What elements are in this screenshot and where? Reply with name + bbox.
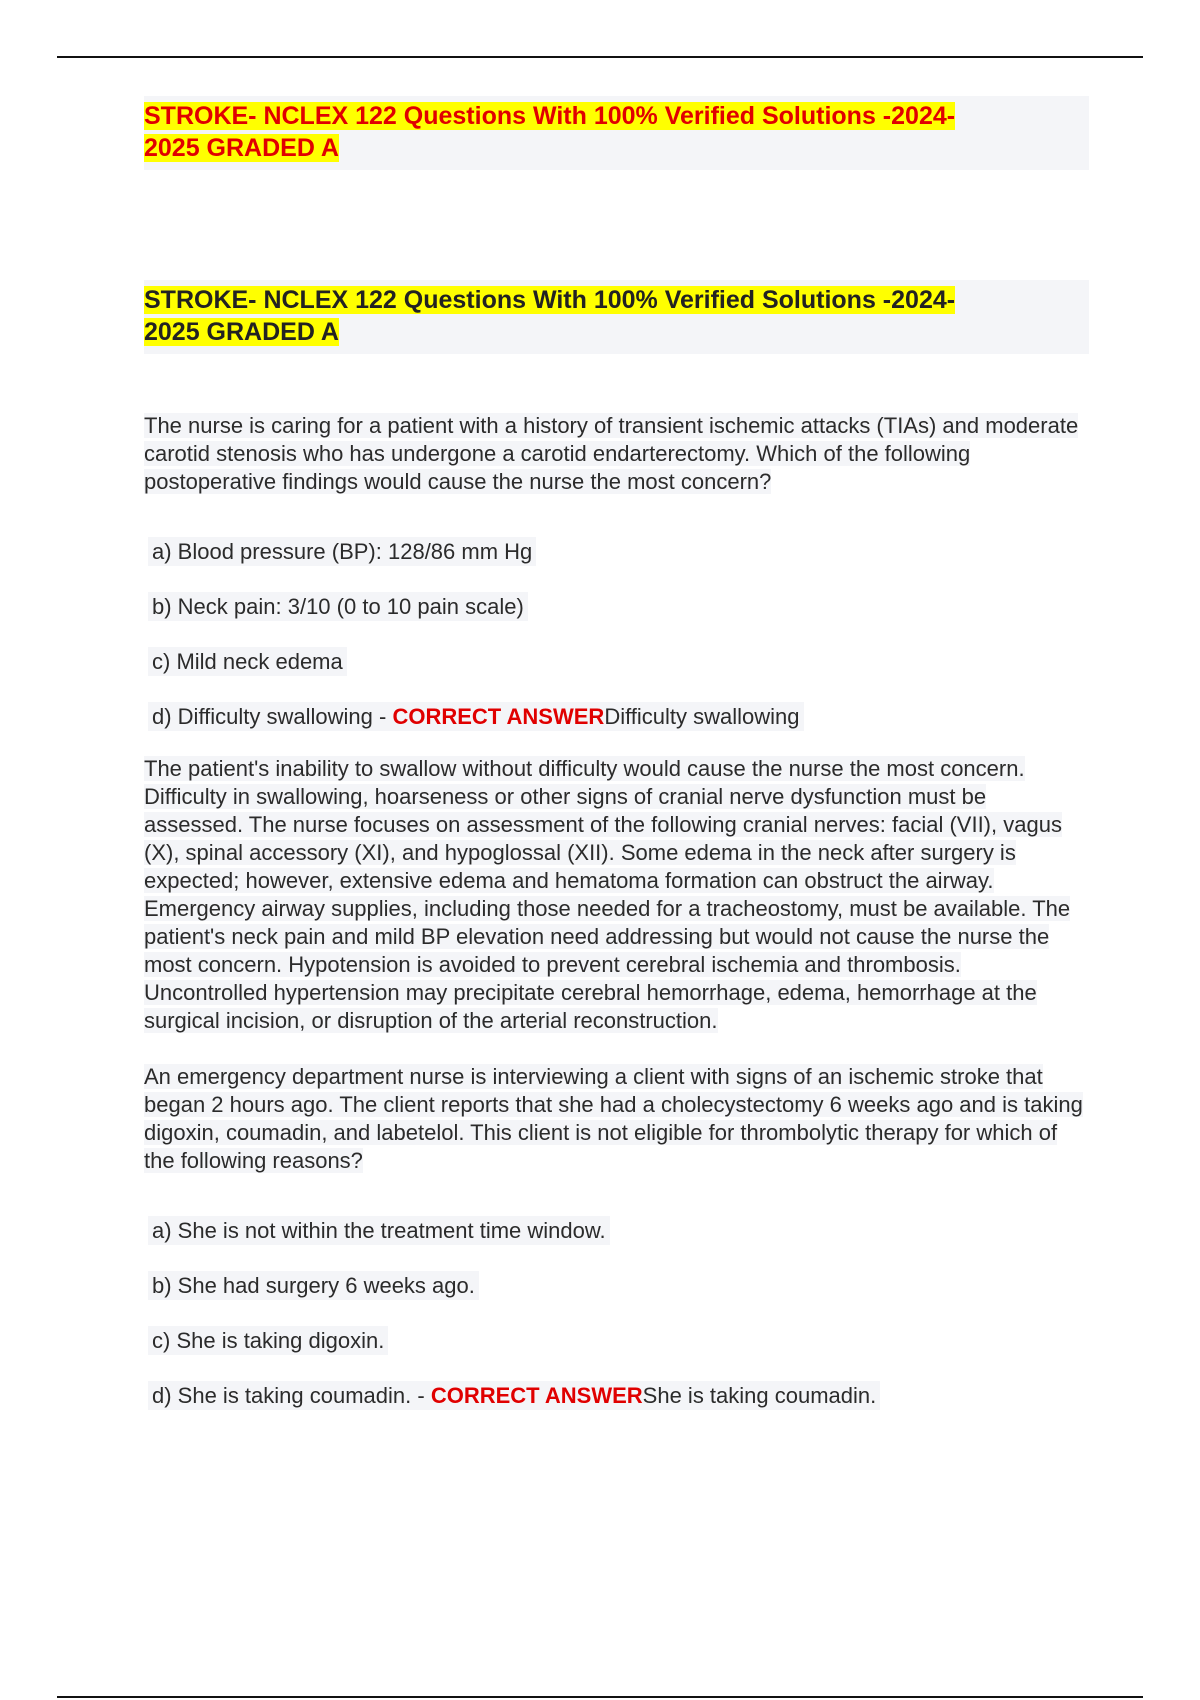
correct-answer-label: CORRECT ANSWER — [392, 704, 605, 729]
document-body — [144, 96, 1089, 1437]
correct-answer-text: Difficulty swallowing — [604, 704, 800, 729]
question-1 — [144, 412, 1089, 496]
question-1-options — [144, 538, 1089, 731]
section-title-line-2: 2025 GRADED A — [144, 318, 339, 346]
bottom-rule — [57, 1696, 1143, 1698]
option-b-text: b) Neck pain: 3/10 (0 to 10 pain scale) — [148, 592, 528, 621]
question-2-text: An emergency department nurse is interviewing a client with signs of an ischemic stroke that began 2 hours ago. The client reports that she had a cholecystectomy 6 weeks ago and is taking digoxin, coumadin, and labetelol. This client is not eligible for thrombolytic therapy for which of the following reasons? — [144, 1064, 1083, 1173]
option-b — [148, 593, 1089, 621]
correct-answer-label: CORRECT ANSWER — [430, 1383, 643, 1408]
question-2-options — [144, 1217, 1089, 1410]
question-2 — [144, 1063, 1089, 1175]
option-d — [148, 1382, 1089, 1410]
option-c — [148, 648, 1089, 676]
section-title — [144, 280, 1089, 354]
option-c-text: c) She is taking digoxin. — [148, 1326, 388, 1355]
header-title-line-2: 2025 GRADED A — [144, 134, 339, 162]
header-title-line-1: STROKE- NCLEX 122 Questions With 100% Verified Solutions -2024- — [144, 102, 956, 130]
option-a-text: a) Blood pressure (BP): 128/86 mm Hg — [148, 537, 536, 566]
option-a — [148, 1217, 1089, 1245]
option-d-text: d) Difficulty swallowing - — [152, 704, 393, 729]
explanation — [144, 755, 1089, 1035]
option-a-text: a) She is not within the treatment time window. — [148, 1216, 610, 1245]
option-c — [148, 1327, 1089, 1355]
header-title — [144, 96, 1089, 170]
question-1-text: The nurse is caring for a patient with a history of transient ischemic attacks (TIAs) and moderate carotid stenosis who has undergone a carotid endarterectomy. Which of the following postoperative findings would cause the nurse the most concern? — [144, 413, 1079, 494]
section-title-line-1: STROKE- NCLEX 122 Questions With 100% Verified Solutions -2024- — [144, 286, 956, 314]
correct-answer-text: She is taking coumadin. — [642, 1383, 877, 1408]
option-b — [148, 1272, 1089, 1300]
option-a — [148, 538, 1089, 566]
option-d — [148, 703, 1089, 731]
option-b-text: b) She had surgery 6 weeks ago. — [148, 1271, 479, 1300]
option-d-text: d) She is taking coumadin. - — [152, 1383, 431, 1408]
option-c-text: c) Mild neck edema — [148, 647, 347, 676]
top-rule — [57, 56, 1143, 58]
explanation-text: The patient's inability to swallow without difficulty would cause the nurse the most concern. Difficulty in swallowing, hoarseness or other signs of cranial nerve dysfunction must be assessed. The nurse focuses on assessment of the following cranial nerves: facial (VII), vagus (X), spinal accessory (XI), and hypoglossal (XII). Some edema in the neck after surgery is expected; however, extensive edema and hematoma formation can obstruct the airway. Emergency airway supplies, including those needed for a tracheostomy, must be available. The patient's neck pain and mild BP elevation need addressing but would not cause the nurse the most concern. Hypotension is avoided to prevent cerebral ischemia and thrombosis. Uncontrolled hypertension may precipitate cerebral hemorrhage, edema, hemorrhage at the surgical incision, or disruption of the arterial reconstruction. — [144, 756, 1071, 1033]
